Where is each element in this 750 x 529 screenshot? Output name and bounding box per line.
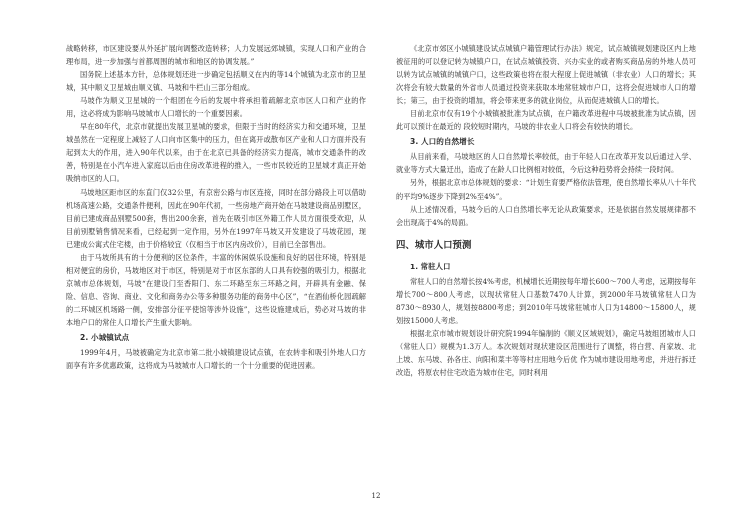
paragraph: 马坡作为顺义卫星城的一个组团在今后的发展中将承担着疏解北京市区人口和产业的作用，这必将成为影响马坡城市人口增长的一个重要因素。 (66, 96, 366, 119)
paragraph: 从目前来看，马坡地区的人口自然增长率较低，由于年轻人口在改革开发以后通过入学、就业等方式大量迁出，造成了在龄人口比例相对较低，今后这种趋势将会持续一段时间。 (396, 152, 696, 175)
paragraph: 《北京市郊区小城镇建设试点城镇户籍管理试行办法》规定，试点城镇规划建设区内上地被征用的可以登记转为城镇户口，在试点城镇投资、兴办实业的或者购买商品房的外地人员可以转为试点城镇的城镇户口，这些政策也将在很大程度上促进城镇（非农业）人口的增长；其次将会有较大数量的外省市人员通过投资来获取本地常驻城市户口，这将会促进城市人口的增长；第三，由于投资的增加，将会带来更多的就业岗位，从而促进城镇人口的增长。 (396, 44, 696, 106)
chapter-heading: 四、城市人口预测 (396, 239, 472, 251)
paragraph: 由于马坡所具有的十分便利的区位条件，丰富的休闲娱乐设施和良好的居住环境，特别是相对便宜的房价，马坡地区对于市区，特别是对于市区东部的人口具有较强的吸引力，根据北京城市总体规划，马坡“在建设门至香阳门、东二环路至东三环路之间，开辟具有金融、保险、信息、咨询、商业、文化和商务办公等多种服务功能的商务中心区”，“在酒仙桥化园疏解的二环城区机场路一侧，安排部分征平使馆等涉外设施”，这些设施建成后，势必对马坡的非本地户口的常住人口增长产生重大影响。 (66, 252, 366, 327)
section-heading: 3. 人口的自然增长 (410, 137, 475, 147)
page-number: 12 (371, 492, 381, 500)
paragraph: 常驻人口的自然增长按4%考虑，机械增长近期按每年增长600～700人考虑，远期按每年增长700～800人考虑，以现状常驻人口基数7470人计算，到2000年马坡镇常驻人口为8730～8930人，规划按8800考虑；到2010年马坡常驻城市人口为14800～15800人，规划按15000人考虑。 (396, 276, 696, 325)
paragraph: 1999年4月，马坡被确定为北京市第二批小城镇建设试点镇，在农转非和吸引外地人口方面享有许多优惠政策，这将成为马坡城市人口增长的一个十分重要的促进因素。 (66, 348, 366, 371)
paragraph: 战略转移，市区建设要从外延扩展向调整改造转移；人力发展远郊城镇，实现人口和产业的合理布局，进一步加强与首都周围的城市和地区的协调发展。” (66, 44, 366, 67)
paragraph: 根据北京市城市规划设计研究院1994年编制的《顺义区域规划》，确定马坡组团城市人口（常驻人口）规模为1.3万人。本次规划对现状建设区范围进行了调整，将白营、肖家坡、北上坡、东马坡、孙各庄、向阳和菜丰等等村庄用地今后优 作为城市建设用地考虑，并进行拆迁改造，将原农村住宅改造为城市住宅，同时利用 (396, 328, 696, 378)
paragraph: 另外，根据北京市总体规划的要求：“计划生育要严格依法管理，使自然增长率从八十年代的平均9%逐步下降到2%至4%”。 (396, 178, 696, 201)
subsection-heading: 1. 常驻人口 (410, 261, 451, 271)
section-heading: 2. 小城镇试点 (80, 333, 130, 343)
paragraph: 早在80年代，北京市就提出发展卫星城的要求，但限于当时的经济实力和交通环境，卫星城虽然在一定程度上减轻了人口向市区集中的压力，但在离开或散布区产业和人口方面并没有起到太大的作用，进入90年代以来，由于在北京已具备的经济实力提高，城市交通条件的改善，特别是在小汽车进入家庭以后由住房改革进程的推入，一些市民较近的卫星城才真正开始吸纳市区的人口。 (66, 122, 366, 184)
paragraph: 目前北京市仅有19个小城镇被批准为试点镇，在户籍改革进程中马坡被批准为试点镇，因此可以预计在最近的 段较短时期内，马坡的非农业人口将会有较快的增长。 (396, 109, 696, 132)
paragraph: 从上述情况看，马坡今后的人口自然增长率无论从政策要求，还是依据自然发展规律都不会出现高于4%的局面。 (396, 204, 696, 227)
left-column (66, 42, 366, 372)
paragraph: 国务院上述基本方针，总体规划还进一步确定包括顺义在内的等14个城镇为北京市的卫星城，其中顺义卫星城由顺义镇、马坡和牛栏山三部分组成。 (66, 70, 366, 93)
right-column (396, 42, 696, 379)
paragraph: 马坡地区距市区的东直门仅32公里，有京密公路与市区连接，同时在部分路段上可以借助机场高速公路，交通条件便利，因此在90年代初，一些房地产商开始在马坡建设商品别墅区，目前已建成商品别墅500套，售出200余套，首先在吸引市区外籍工作人员方面很受欢迎，从目前别墅销售情况来看，已经起到一定作用，另外在1997年马坡又开发建设了马坡花园，现已建成公寓式住宅楼，由于价格较宜（仅相当于市区内房改价），目前已全部售出。 (66, 187, 366, 249)
